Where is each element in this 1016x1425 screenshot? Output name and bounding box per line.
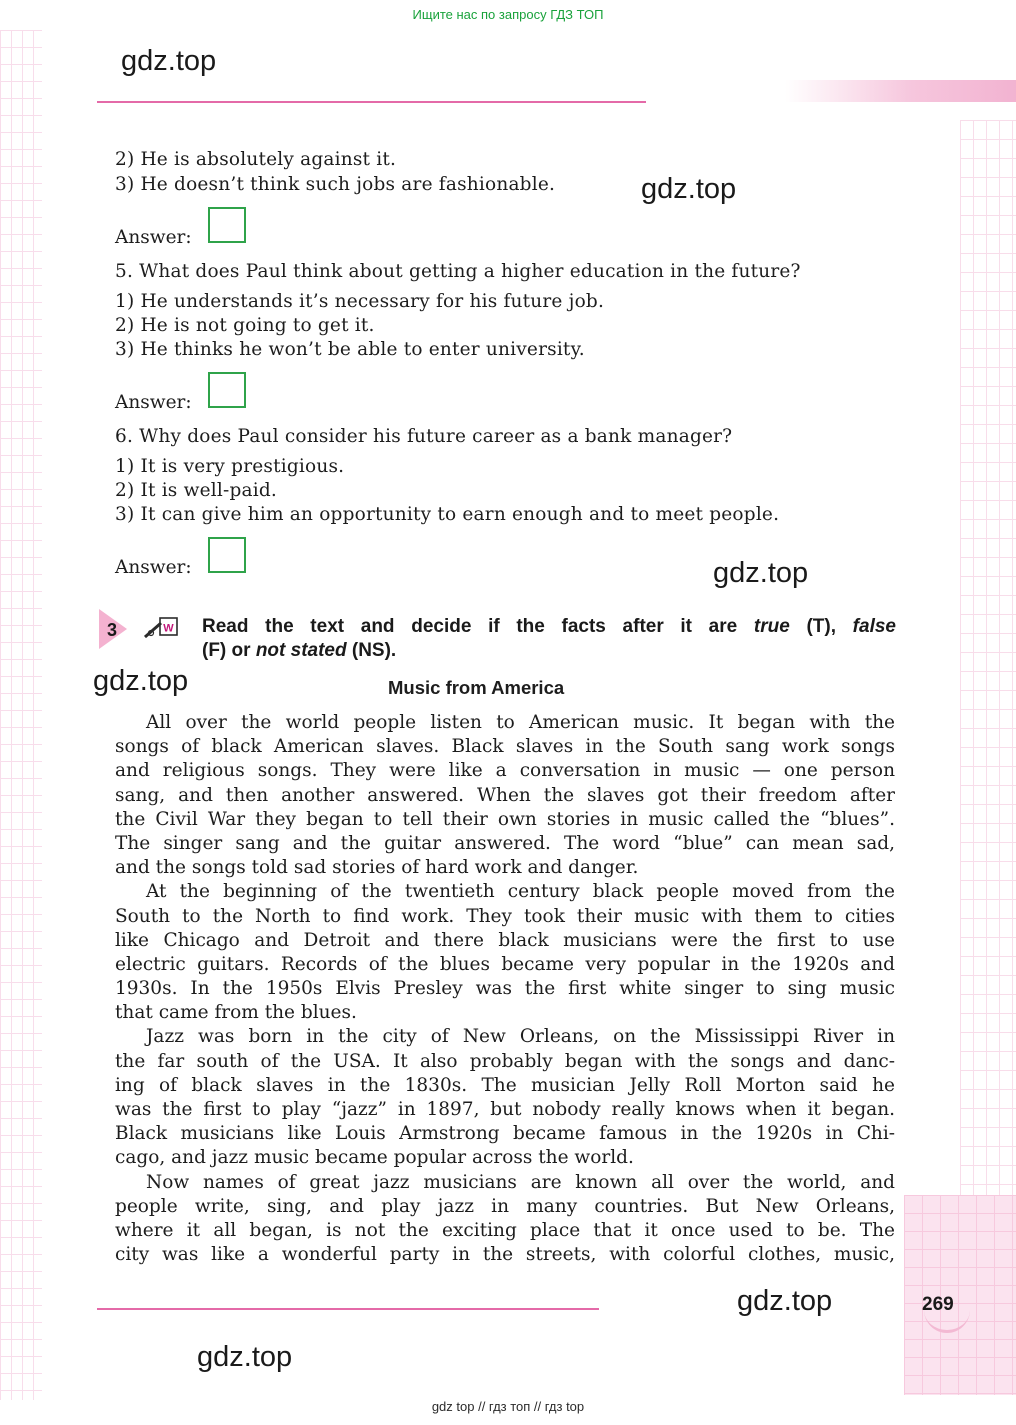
watermark: gdz.top	[121, 45, 217, 77]
footer-links: gdz top // гдз топ // гдз top	[431, 1399, 585, 1414]
true-abbr: (T),	[789, 616, 853, 637]
reading-line: sang, and then another answered. When the slaves got their freedom after	[115, 784, 895, 806]
page-number: 269	[922, 1294, 954, 1315]
reading-line: people write, sing, and play jazz in many countries. But New Orleans,	[115, 1195, 895, 1217]
q6-question: 6. Why does Paul consider his future career as a bank manager?	[115, 426, 733, 447]
corner-grid-decoration	[904, 1195, 1016, 1395]
q5-option-3: 3) He thinks he won’t be able to enter university.	[115, 339, 585, 360]
q4-option-2: 2) He is absolutely against it.	[115, 149, 397, 170]
watermark: gdz.top	[641, 173, 737, 205]
task-instruction-line-1	[202, 615, 896, 639]
reading-line: where it all began, is not the exciting place that it once used to be. The	[115, 1219, 895, 1241]
reading-line: that came from the blues.	[115, 1002, 357, 1024]
text-title: Music from America	[388, 677, 565, 698]
pen-paper-icon	[143, 615, 179, 641]
q6-answer-box[interactable]	[208, 537, 246, 573]
reading-line: like Chicago and Detroit and there black musicians were the first to use	[115, 929, 895, 951]
watermark: gdz.top	[93, 665, 189, 697]
q5-question: 5. What does Paul think about getting a higher education in the future?	[115, 261, 801, 282]
reading-line: The singer sang and the guitar answered. The word “blue” can mean sad,	[115, 832, 895, 854]
footer-rule	[97, 1308, 599, 1310]
reading-line: the Civil War they began to tell their own stories in music called the “blues”.	[115, 808, 895, 830]
q6-option-2: 2) It is well-paid.	[115, 480, 277, 501]
svg-text:W: W	[163, 622, 174, 635]
answer-label: Answer:	[115, 227, 192, 248]
q5-option-2: 2) He is not going to get it.	[115, 315, 375, 336]
top-search-note: Ищите нас по запросу ГДЗ ТОП	[412, 7, 604, 22]
ns-abbr: (NS).	[346, 640, 397, 661]
reading-line: All over the world people listen to American music. It began with the	[146, 712, 895, 733]
q6-option-1: 1) It is very prestigious.	[115, 456, 345, 477]
reading-line: cago, and jazz music became popular across the world.	[115, 1147, 634, 1169]
reading-line: songs of black American slaves. Black slaves in the South sang work songs	[115, 736, 895, 758]
left-decorative-pattern	[0, 30, 42, 1400]
answer-label: Answer:	[115, 392, 192, 413]
reading-line: Black musicians like Louis Armstrong became famous in the 1920s in Chi-	[115, 1123, 895, 1145]
reading-line: electric guitars. Records of the blues became very popular in the 1920s and	[115, 953, 895, 975]
reading-line: At the beginning of the twentieth century black people moved from the	[146, 881, 895, 903]
q5-option-1: 1) He understands it’s necessary for his future job.	[115, 291, 605, 312]
reading-line: city was like a wonderful party in the streets, with colorful clothes, music,	[115, 1244, 895, 1266]
not-stated-word: not stated	[255, 640, 347, 661]
q6-option-3: 3) It can give him an opportunity to earn enough and to meet people.	[115, 504, 780, 525]
reading-line: ing of black slaves in the 1830s. The musician Jelly Roll Morton said he	[115, 1074, 895, 1096]
reading-line: South to the North to find work. They took their music with them to cities	[115, 905, 895, 927]
reading-line: 1930s. In the 1950s Elvis Presley was the first white singer to sing music	[115, 978, 895, 1000]
q5-answer-box[interactable]	[208, 372, 246, 408]
reading-line: was the first to play “jazz” in 1897, but nobody really knows when it began.	[115, 1099, 895, 1120]
instruction-text: (F) or	[202, 640, 256, 661]
task-instruction-line-2	[202, 639, 396, 663]
reading-line: Jazz was born in the city of New Orleans, on the Mississippi River in	[146, 1026, 895, 1048]
true-word: true	[753, 616, 790, 637]
watermark: gdz.top	[713, 557, 809, 589]
answer-label: Answer:	[115, 557, 192, 578]
watermark: gdz.top	[737, 1285, 833, 1317]
q4-option-3: 3) He doesn’t think such jobs are fashionable.	[115, 174, 556, 195]
instruction-text: Read the text and decide if the facts after it are	[202, 616, 754, 637]
reading-line: Now names of great jazz musicians are known all over the world, and	[146, 1171, 895, 1193]
reading-text	[115, 711, 895, 1267]
task-number: 3	[107, 620, 118, 640]
false-word: false	[852, 616, 896, 637]
watermark: gdz.top	[197, 1341, 293, 1373]
reading-line: and religious songs. They were like a conversation in music — one person	[115, 760, 895, 782]
reading-line: and the songs told sad stories of hard work and danger.	[115, 857, 639, 879]
header-pink-band	[785, 80, 1016, 102]
reading-line: the far south of the USA. It also probably began with the songs and danc-	[115, 1050, 895, 1072]
right-decorative-pattern	[960, 120, 1016, 1195]
q4-answer-box[interactable]	[208, 207, 246, 243]
header-rule	[97, 101, 646, 103]
